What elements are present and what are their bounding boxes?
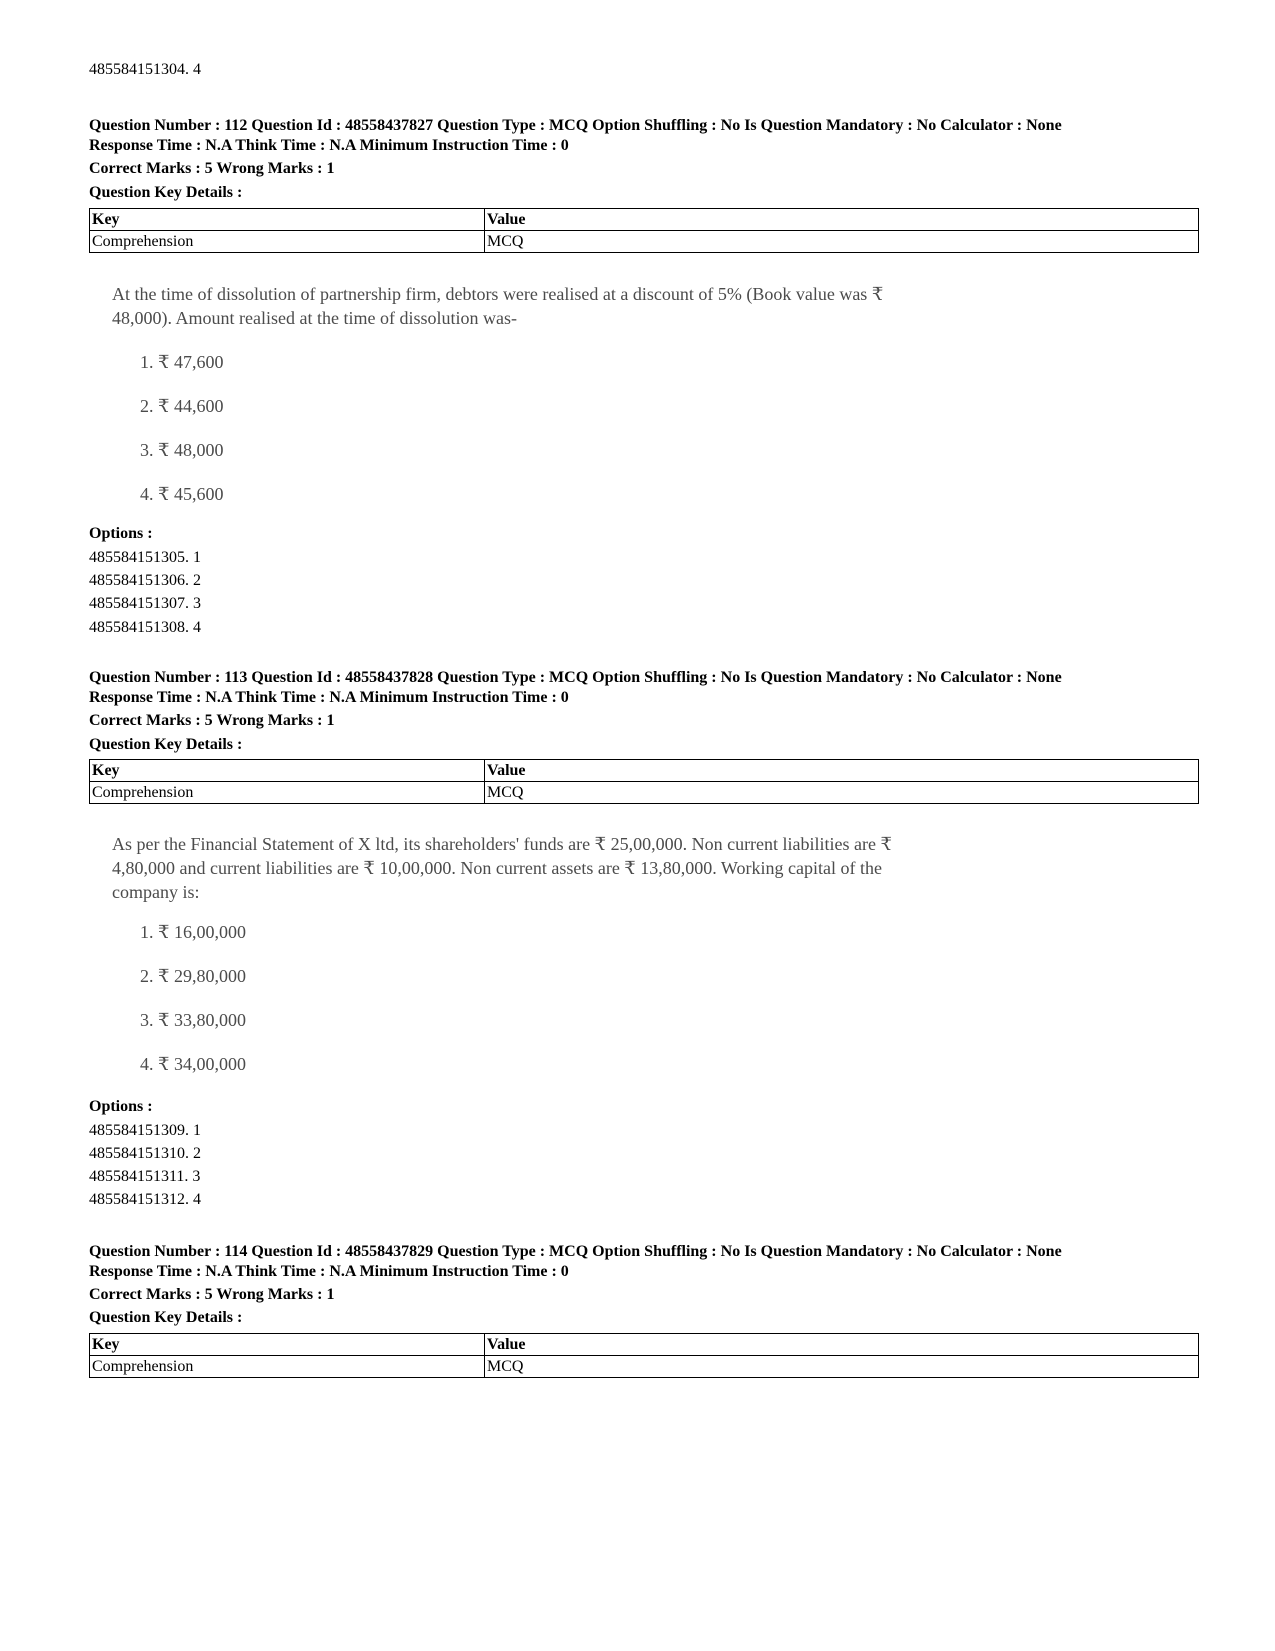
table-row <box>90 782 1199 804</box>
option-id-line: 485584151307. 3 <box>89 595 201 612</box>
q113-meta-line: Question Number : 113 Question Id : 48558437828 Question Type : MCQ Option Shuffling : No Is Question Mandatory : No Calculator : None <box>89 669 1062 686</box>
table-row <box>90 231 1199 253</box>
q112-options-label: Options : <box>89 525 153 542</box>
option-id-line: 485584151305. 1 <box>89 549 201 566</box>
answer-choice: 3. ₹ 33,80,000 <box>140 1010 246 1030</box>
q113-marks-line: Correct Marks : 5 Wrong Marks : 1 <box>89 712 335 729</box>
q112-marks-line: Correct Marks : 5 Wrong Marks : 1 <box>89 160 335 177</box>
option-id-line: 485584151310. 2 <box>89 1145 201 1162</box>
q112-meta-line: Question Number : 112 Question Id : 48558437827 Question Type : MCQ Option Shuffling : No Is Question Mandatory : No Calculator : None <box>89 117 1062 134</box>
answer-choice: 1. ₹ 47,600 <box>140 352 224 372</box>
option-id-line: 485584151308. 4 <box>89 619 201 636</box>
value-header: Value <box>485 760 1199 782</box>
key-cell: Comprehension <box>90 231 485 253</box>
q112-question-image <box>112 282 884 504</box>
answer-choice: 4. ₹ 45,600 <box>140 484 224 504</box>
key-cell: Comprehension <box>90 1356 485 1378</box>
key-cell: Comprehension <box>90 782 485 804</box>
q113-question-image <box>112 832 892 1074</box>
value-header: Value <box>485 209 1199 231</box>
q113-options-label: Options : <box>89 1098 153 1115</box>
question-stem-line: At the time of dissolution of partnership firm, debtors were realised at a discount of 5% (Book value was ₹ <box>112 284 884 304</box>
question-stem-line: 48,000). Amount realised at the time of dissolution was- <box>112 308 517 328</box>
q113-timing-line: Response Time : N.A Think Time : N.A Minimum Instruction Time : 0 <box>89 689 569 706</box>
previous-option-line: 485584151304. 4 <box>89 61 201 78</box>
q113-key-table <box>89 759 1199 804</box>
option-id-line: 485584151309. 1 <box>89 1122 201 1139</box>
q114-key-details-label: Question Key Details : <box>89 1309 243 1326</box>
q114-meta-line: Question Number : 114 Question Id : 48558437829 Question Type : MCQ Option Shuffling : No Is Question Mandatory : No Calculator : None <box>89 1243 1062 1260</box>
q114-key-table <box>89 1333 1199 1378</box>
q112-key-table <box>89 208 1199 253</box>
value-cell: MCQ <box>485 1356 1199 1378</box>
q114-timing-line: Response Time : N.A Think Time : N.A Minimum Instruction Time : 0 <box>89 1263 569 1280</box>
table-header-row <box>90 1334 1199 1356</box>
answer-choice: 3. ₹ 48,000 <box>140 440 224 460</box>
value-header: Value <box>485 1334 1199 1356</box>
option-id-line: 485584151306. 2 <box>89 572 201 589</box>
q112-timing-line: Response Time : N.A Think Time : N.A Minimum Instruction Time : 0 <box>89 137 569 154</box>
answer-choice: 2. ₹ 44,600 <box>140 396 224 416</box>
table-header-row <box>90 209 1199 231</box>
q114-marks-line: Correct Marks : 5 Wrong Marks : 1 <box>89 1286 335 1303</box>
answer-choice: 2. ₹ 29,80,000 <box>140 966 246 986</box>
question-stem-line: As per the Financial Statement of X ltd, its shareholders' funds are ₹ 25,00,000. Non current liabilities are ₹ <box>112 834 892 854</box>
q112-key-details-label: Question Key Details : <box>89 184 243 201</box>
value-cell: MCQ <box>485 231 1199 253</box>
table-header-row <box>90 760 1199 782</box>
answer-choice: 1. ₹ 16,00,000 <box>140 922 246 942</box>
answer-choice: 4. ₹ 34,00,000 <box>140 1054 246 1074</box>
question-stem-line: company is: <box>112 882 200 902</box>
table-row <box>90 1356 1199 1378</box>
option-id-line: 485584151312. 4 <box>89 1191 201 1208</box>
key-header: Key <box>90 760 485 782</box>
key-header: Key <box>90 1334 485 1356</box>
q113-key-details-label: Question Key Details : <box>89 736 243 753</box>
question-stem-line: 4,80,000 and current liabilities are ₹ 10,00,000. Non current assets are ₹ 13,80,000. Working capital of the <box>112 858 882 878</box>
option-id-line: 485584151311. 3 <box>89 1168 201 1185</box>
value-cell: MCQ <box>485 782 1199 804</box>
key-header: Key <box>90 209 485 231</box>
